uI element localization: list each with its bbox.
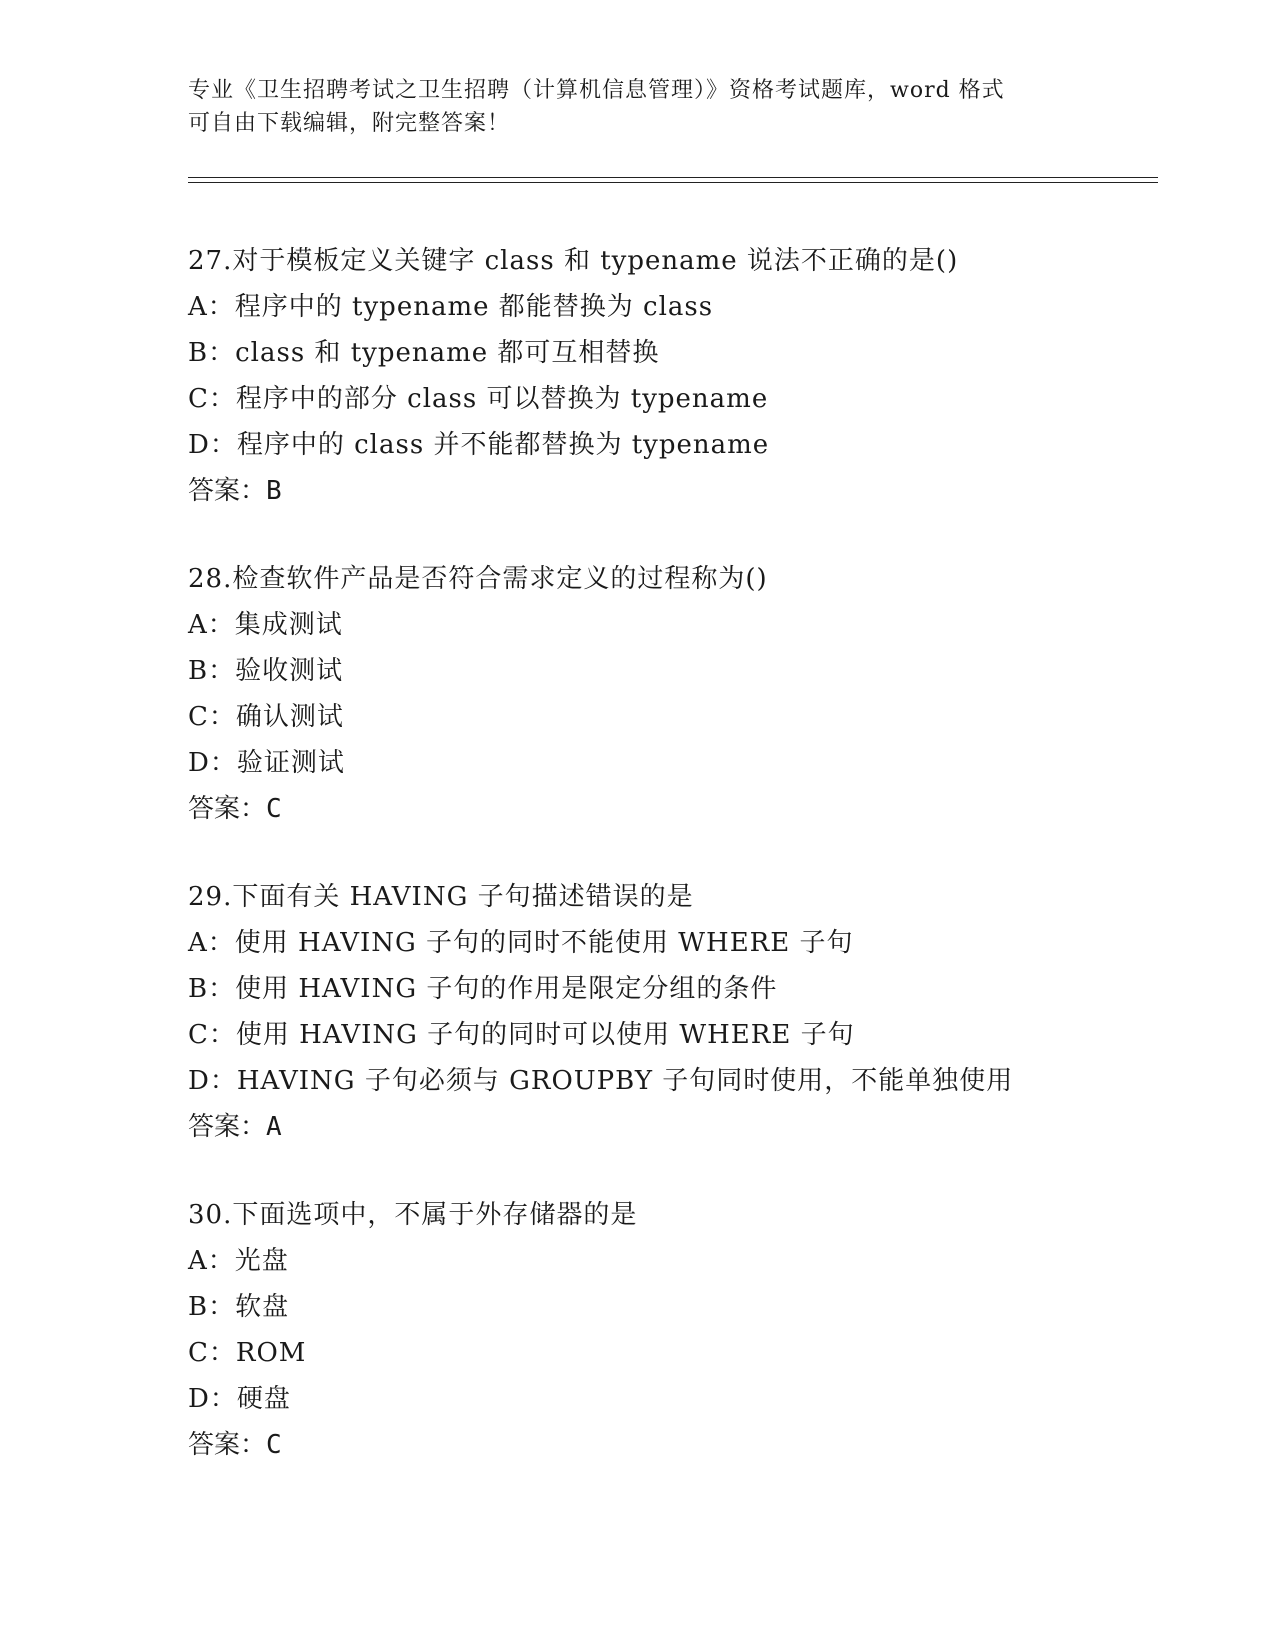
answer-value: A [266,1112,282,1142]
question-28 [188,556,1188,832]
question-27 [188,238,1188,514]
option-b: B：验收测试 [188,656,344,686]
answer-line [188,786,1188,832]
question-list [188,238,1188,1510]
option-b: B：class 和 typename 都可互相替换 [188,338,660,368]
header-divider-bottom [188,182,1158,183]
question-29 [188,874,1188,1150]
header-line-1: 专业《卫生招聘考试之卫生招聘（计算机信息管理）》资格考试题库，word 格式 [188,78,1005,103]
option-d: D：验证测试 [188,748,345,778]
question-stem: 29.下面有关 HAVING 子句描述错误的是 [188,882,694,912]
answer-line [188,1104,1188,1150]
header-line-2: 可自由下载编辑，附完整答案！ [188,111,511,136]
option-c: C：程序中的部分 class 可以替换为 typename [188,384,769,414]
option-a: A：集成测试 [188,610,343,640]
answer-line [188,468,1188,514]
option-b: B：使用 HAVING 子句的作用是限定分组的条件 [188,974,778,1004]
answer-value: B [266,476,282,506]
answer-line [188,1422,1188,1468]
question-stem: 27.对于模板定义关键字 class 和 typename 说法不正确的是() [188,246,959,276]
option-a: A：光盘 [188,1246,289,1276]
option-a: A：使用 HAVING 子句的同时不能使用 WHERE 子句 [188,928,854,958]
question-stem: 30.下面选项中，不属于外存储器的是 [188,1200,638,1230]
answer-label: 答案： [188,1112,267,1142]
answer-label: 答案： [188,794,267,824]
option-d: D：硬盘 [188,1384,291,1414]
answer-value: C [266,794,282,824]
option-d: D：程序中的 class 并不能都替换为 typename [188,430,770,460]
header-divider-top [188,177,1158,178]
answer-label: 答案： [188,476,267,506]
option-c: C：确认测试 [188,702,344,732]
option-c: C：ROM [188,1338,307,1368]
answer-value: C [266,1430,282,1460]
question-stem: 28.检查软件产品是否符合需求定义的过程称为() [188,564,768,594]
option-d: D：HAVING 子句必须与 GROUPBY 子句同时使用，不能单独使用 [188,1066,1014,1096]
question-30 [188,1192,1188,1468]
option-c: C：使用 HAVING 子句的同时可以使用 WHERE 子句 [188,1020,855,1050]
answer-label: 答案： [188,1430,267,1460]
document-header [188,74,1088,140]
option-a: A：程序中的 typename 都能替换为 class [188,292,714,322]
option-b: B：软盘 [188,1292,290,1322]
